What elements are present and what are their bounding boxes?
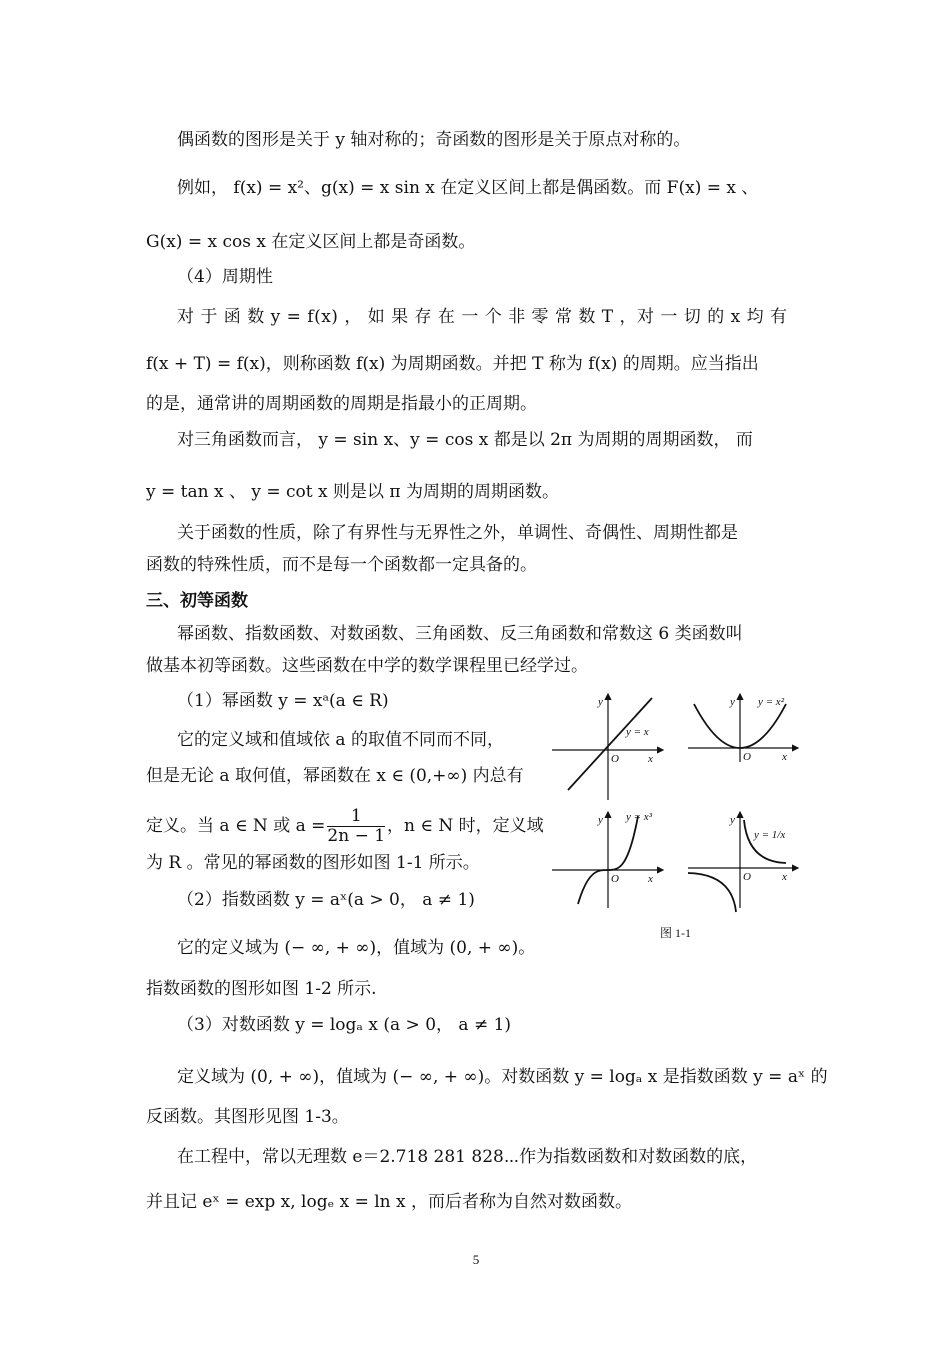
power-function-title: （1）幂函数 y = xᵃ(a ∈ R) xyxy=(177,691,389,711)
text-line-8: 对三角函数而言， y = sin x、y = cos x 都是以 2π 为周期的周期函数， 而 xyxy=(177,430,753,450)
origin-label: O xyxy=(743,751,751,763)
text-line-3: G(x) = x cos x 在定义区间上都是奇函数。 xyxy=(146,232,476,252)
intro-line-1: 幂函数、指数函数、对数函数、三角函数、反三角函数和常数这 6 类函数叫 xyxy=(177,624,743,644)
power-line-1: 它的定义域和值域依 a 的取值不同而不同， xyxy=(177,730,504,750)
fraction xyxy=(327,807,385,846)
axis-x-label: x xyxy=(648,753,653,765)
log-line-3: 在工程中，常以无理数 e＝2.718 281 828⋯作为指数函数和对数函数的底， xyxy=(177,1147,758,1167)
curve-label-y-x3: y = x³ xyxy=(626,811,652,823)
text-line-9: y = tan x 、 y = cot x 则是以 π 为周期的周期函数。 xyxy=(146,482,559,502)
axis-y-label: y xyxy=(598,696,603,708)
axis-x-label: x xyxy=(782,751,787,763)
graph-y-equals-1-over-x xyxy=(688,812,798,912)
axis-x-label: x xyxy=(648,873,653,885)
text-line-1: 偶函数的图形是关于 y 轴对称的；奇函数的图形是关于原点对称的。 xyxy=(177,130,691,150)
figure-caption: 图 1-1 xyxy=(660,926,691,940)
text-line-10: 关于函数的性质，除了有界性与无界性之外，单调性、奇偶性、周期性都是 xyxy=(177,523,738,543)
exp-function-title: （2）指数函数 y = aˣ(a > 0， a ≠ 1) xyxy=(177,890,475,910)
figure-1-1-graphs xyxy=(548,690,810,915)
figure-1-1 xyxy=(548,690,810,915)
power-line-4: 为 R 。常见的幂函数的图形如图 1-1 所示。 xyxy=(146,853,480,873)
graph-y-equals-x-cubed xyxy=(552,811,663,908)
origin-label: O xyxy=(743,871,751,883)
curve-label-y-x2: y = x² xyxy=(758,696,784,708)
log-line-4: 并且记 eˣ = exp x, logₑ x = ln x ，而后者称为自然对数函数。 xyxy=(146,1192,633,1212)
curve-label-y-1-over-x: y = 1/x xyxy=(754,829,786,841)
subheading-periodicity: （4）周期性 xyxy=(177,267,273,287)
origin-label: O xyxy=(611,873,619,885)
exp-line-1: 它的定义域为 (− ∞, + ∞)，值域为 (0, + ∞)。 xyxy=(177,938,536,958)
axis-y-label: y xyxy=(730,814,735,826)
graph-y-equals-x xyxy=(552,694,663,800)
fraction-denominator: 2n − 1 xyxy=(327,826,386,846)
axis-y-label: y xyxy=(598,814,603,826)
intro-line-2: 做基本初等函数。这些函数在中学的数学课程里已经学过。 xyxy=(146,656,588,676)
page-number: 5 xyxy=(472,1252,480,1267)
log-line-2: 反函数。其图形见图 1-3。 xyxy=(146,1107,349,1127)
log-function-title: （3）对数函数 y = logₐ x (a > 0， a ≠ 1) xyxy=(177,1015,512,1035)
fraction-numerator: 1 xyxy=(327,807,385,827)
origin-label: O xyxy=(611,753,619,765)
text-line-11: 函数的特殊性质，而不是每一个函数都一定具备的。 xyxy=(146,555,537,575)
section-title: 三、初等函数 xyxy=(146,591,248,611)
text-line-2: 例如， f(x) = x²、g(x) = x sin x 在定义区间上都是偶函数。而 F(x) = x 、 xyxy=(177,178,759,198)
power-line-2: 但是无论 a 取何值，幂函数在 x ∈ (0,+∞) 内总有 xyxy=(146,766,524,786)
axis-y-label: y xyxy=(730,696,735,708)
text-line-7: 的是，通常讲的周期函数的周期是指最小的正周期。 xyxy=(146,394,537,414)
exp-line-2: 指数函数的图形如图 1-2 所示. xyxy=(146,979,377,999)
axis-x-label: x xyxy=(782,871,787,883)
text-line-5: 对 于 函 数 y = f(x) ， 如 果 存 在 一 个 非 零 常 数 T ，对 一 切 的 x 均 有 xyxy=(177,307,788,327)
log-line-1: 定义域为 (0, + ∞)，值域为 (− ∞, + ∞)。对数函数 y = logₐ x 是指数函数 y = aˣ 的 xyxy=(177,1067,828,1087)
curve-label-y-x: y = x xyxy=(626,726,649,738)
power-line-3b: ，n ∈ N 时，定义域 xyxy=(387,816,544,836)
graph-y-equals-x-squared xyxy=(688,694,798,763)
text-line-6: f(x + T) = f(x)，则称函数 f(x) 为周期函数。并把 T 称为 f(x) 的周期。应当指出 xyxy=(146,354,759,374)
power-line-3a: 定义。当 a ∈ N 或 a = xyxy=(146,816,326,836)
power-line-3 xyxy=(146,804,544,848)
